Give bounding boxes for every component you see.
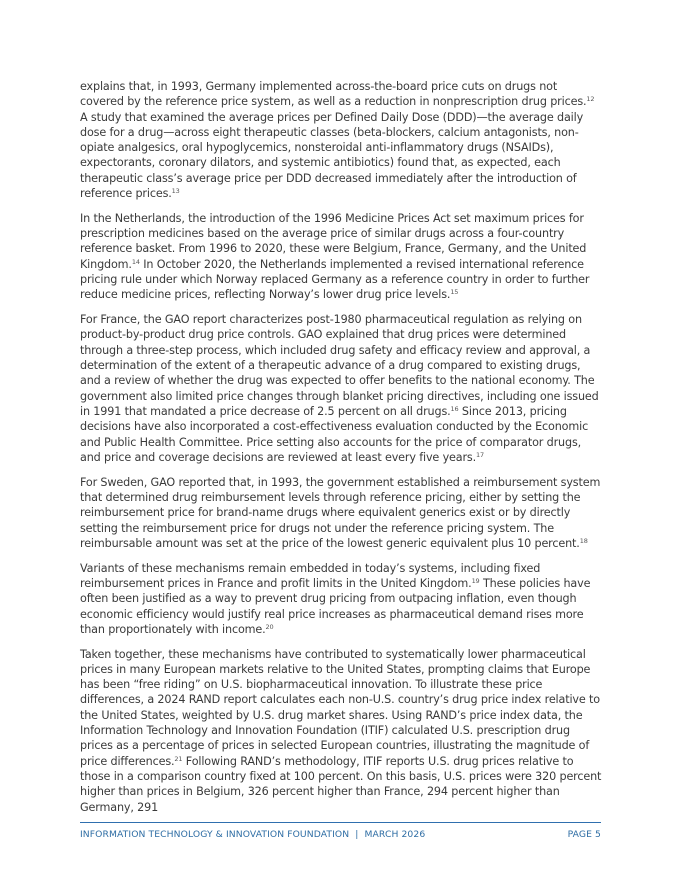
footnote-marker[interactable]: 21	[174, 754, 183, 763]
footnote-marker[interactable]: 20	[265, 622, 274, 631]
paragraph	[80, 211, 602, 303]
text-run: These policies have often been justified as a way to prevent drug pricing from outpacing inflation, even though economic efficiency would justify real price increases as pharmaceutical demand rises more than proportionately with income.	[80, 576, 591, 636]
page-number: PAGE 5	[567, 829, 601, 840]
body-text	[80, 79, 602, 824]
footnote-marker[interactable]: 17	[476, 450, 485, 459]
footnote-marker[interactable]: 15	[450, 288, 459, 297]
footer-divider	[80, 822, 601, 823]
text-run: In October 2020, the Netherlands implemented a revised international reference pricing rule under which Norway replaced Germany as a reference country in order to further reduce medicine prices, reflecting Norway’s lower drug price levels.	[80, 257, 590, 302]
footer-publisher-date: INFORMATION TECHNOLOGY & INNOVATION FOUNDATION | MARCH 2026	[80, 829, 426, 840]
text-run: A study that examined the average prices per Defined Daily Dose (DDD)—the average daily dose for a drug—across eight therapeutic classes (beta-blockers, calcium antagonists, non-opiate analgesics, oral hypoglycemics, nonsteroidal anti-inflammatory drugs (NSAIDs), expectorants, coronary dilators, and systemic antibiotics) found that, as expected, each therapeutic class’s average price per DDD decreased immediately after the introduction of reference prices.	[80, 110, 584, 201]
text-run: For Sweden, GAO reported that, in 1993, the government established a reimbursement system that determined drug reimbursement levels through reference pricing, either by setting the reimbursement price for brand-name drugs where equivalent generics exist or by directly setting the reimbursement price for drugs not under the reference pricing system. The reimbursable amount was set at the price of the lowest generic equivalent plus 10 percent.	[80, 475, 601, 550]
text-run: Variants of these mechanisms remain embedded in today’s systems, including fixed reimbursement prices in France and profit limits in the United Kingdom.	[80, 561, 541, 590]
text-run: explains that, in 1993, Germany implemented across-the-board price cuts on drugs not covered by the reference price system, as well as a reduction in nonprescription drug prices.	[80, 80, 587, 109]
text-run: Following RAND’s methodology, ITIF reports U.S. drug prices relative to those in a comparison country fixed at 100 percent. On this basis, U.S. prices were 320 percent higher than prices in Belgium, 326 percent higher than France, 294 percent higher than Germany, 291	[80, 754, 602, 814]
paragraph	[80, 561, 602, 637]
paragraph	[80, 475, 602, 551]
footnote-marker[interactable]: 19	[471, 576, 480, 585]
paragraph	[80, 312, 602, 465]
footnote-marker[interactable]: 13	[171, 187, 180, 196]
text-run: For France, the GAO report characterizes post-1980 pharmaceutical regulation as relying on product-by-product drug price controls. GAO explained that drug prices were determined through a three-step process, which included drug safety and efficacy review and approval, a determination of the extent of a therapeutic advance of a drug compared to existing drugs, and a review of whether the drug was expected to offer benefits to the national economy. The government also limited price changes through blanket pricing directives, including one issued in 1991 that mandated a price decrease of 2.5 percent on all drugs.	[80, 313, 599, 418]
text-run: Since 2013, pricing decisions have also incorporated a cost-effectiveness evaluation conducted by the Economic and Public Health Committee. Price setting also accounts for the price of comparator drugs, and price and coverage decisions are reviewed at least every five years.	[80, 404, 589, 464]
text-run: In the Netherlands, the introduction of the 1996 Medicine Prices Act set maximum prices for prescription medicines based on the average price of similar drugs across a four-country reference basket. From 1996 to 2020, these were Belgium, France, Germany, and the United Kingdom.	[80, 211, 587, 271]
paragraph	[80, 647, 602, 815]
footnote-marker[interactable]: 14	[131, 257, 140, 266]
footnote-marker[interactable]: 12	[586, 95, 595, 104]
paragraph	[80, 79, 602, 201]
text-run: Taken together, these mechanisms have contributed to systematically lower pharmaceutical prices in many European markets relative to the United States, prompting claims that Europe has been “free riding” on U.S. biopharmaceutical innovation. To illustrate these price differences, a 2024 RAND report calculates each non-U.S. country’s drug price index relative to the United States, weighted by U.S. drug market shares. Using RAND’s price index data, the Information Technology and Innovation Foundation (ITIF) calculated U.S. prescription drug prices as a percentage of prices in selected European countries, illustrating the magnitude of price differences.	[80, 647, 600, 768]
footnote-marker[interactable]: 16	[450, 404, 459, 413]
footnote-marker[interactable]: 18	[579, 536, 588, 545]
